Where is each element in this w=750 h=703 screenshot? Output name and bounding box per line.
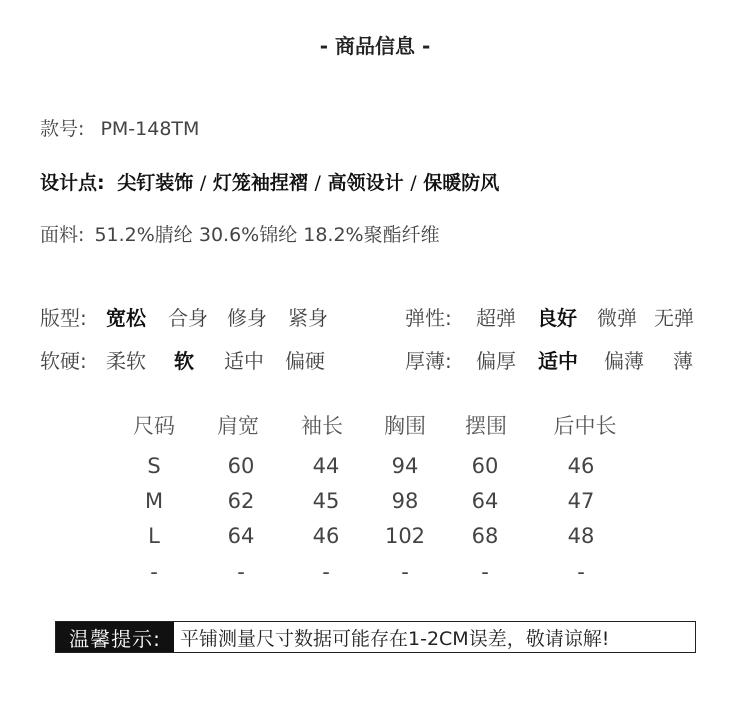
fit-label: 版型: bbox=[40, 306, 87, 330]
table-cell: 46 bbox=[567, 454, 595, 478]
table-cell: 60 bbox=[471, 454, 499, 478]
fabric-label: 面料: bbox=[40, 224, 85, 246]
table-cell: 64 bbox=[227, 524, 255, 548]
fit-option-regular: 合身 bbox=[168, 306, 208, 330]
table-header: 后中长 bbox=[553, 414, 617, 438]
softness-label: 软硬: bbox=[40, 349, 87, 373]
design-points-row bbox=[40, 168, 499, 195]
thickness-label: 厚薄: bbox=[405, 349, 452, 373]
fit-option-loose: 宽松 bbox=[106, 306, 146, 330]
design-point: 保暖防风 bbox=[423, 172, 500, 194]
design-point: 尖钉装饰 bbox=[117, 172, 194, 194]
elasticity-label: 弹性: bbox=[405, 306, 452, 330]
style-number-row bbox=[40, 114, 199, 141]
table-cell: 44 bbox=[312, 454, 340, 478]
table-cell: - bbox=[237, 560, 245, 584]
notice-label: 温馨提示: bbox=[56, 622, 174, 652]
page-title: - 商品信息 - bbox=[319, 34, 431, 58]
separator: / bbox=[199, 172, 207, 194]
table-cell: S bbox=[147, 454, 161, 478]
fabric-value: 51.2%腈纶 30.6%锦纶 18.2%聚酯纤维 bbox=[94, 224, 440, 246]
table-cell: 68 bbox=[471, 524, 499, 548]
elasticity-option-slight: 微弹 bbox=[597, 306, 637, 330]
notice-text: 平铺测量尺寸数据可能存在1-2CM误差，敬请谅解! bbox=[180, 627, 610, 650]
table-cell: 48 bbox=[567, 524, 595, 548]
elasticity-option-super: 超弹 bbox=[476, 306, 516, 330]
softness-option-very-soft: 柔软 bbox=[106, 349, 146, 373]
thickness-option-thin: 薄 bbox=[673, 349, 693, 373]
table-cell: 94 bbox=[391, 454, 419, 478]
elasticity-option-none: 无弹 bbox=[654, 306, 694, 330]
thickness-option-thick: 偏厚 bbox=[476, 349, 516, 373]
separator: / bbox=[314, 172, 321, 194]
design-points-label: 设计点: bbox=[40, 172, 105, 194]
table-cell: 62 bbox=[227, 489, 255, 513]
design-point: 灯笼袖捏褶 bbox=[212, 172, 308, 194]
fabric-row bbox=[40, 220, 440, 247]
style-number-value: PM-148TM bbox=[100, 118, 200, 140]
table-cell: - bbox=[401, 560, 409, 584]
thickness-option-thin-ish: 偏薄 bbox=[604, 349, 644, 373]
table-cell: 45 bbox=[312, 489, 340, 513]
elasticity-option-good: 良好 bbox=[537, 306, 577, 330]
style-number-label: 款号: bbox=[40, 118, 85, 140]
softness-option-medium: 适中 bbox=[224, 349, 264, 373]
table-cell: 98 bbox=[391, 489, 419, 513]
design-point: 高领设计 bbox=[327, 172, 404, 194]
thickness-option-medium: 适中 bbox=[538, 349, 578, 373]
table-header: 尺码 bbox=[133, 414, 175, 438]
softness-option-hard: 偏硬 bbox=[285, 349, 325, 373]
table-cell: - bbox=[150, 560, 158, 584]
separator: / bbox=[410, 172, 417, 194]
fit-option-slim: 修身 bbox=[227, 306, 267, 330]
table-cell: - bbox=[481, 560, 489, 584]
table-cell: 46 bbox=[312, 524, 340, 548]
table-cell: L bbox=[148, 524, 160, 548]
table-header: 摆围 bbox=[465, 414, 507, 438]
softness-option-soft: 软 bbox=[174, 349, 194, 373]
table-cell: - bbox=[577, 560, 585, 584]
table-cell: M bbox=[144, 489, 164, 513]
table-cell: 64 bbox=[471, 489, 499, 513]
fit-option-tight: 紧身 bbox=[288, 306, 328, 330]
table-cell: - bbox=[322, 560, 330, 584]
table-cell: 60 bbox=[227, 454, 255, 478]
table-cell: 102 bbox=[384, 524, 426, 548]
table-header: 袖长 bbox=[301, 414, 343, 438]
table-header: 肩宽 bbox=[217, 414, 259, 438]
table-header: 胸围 bbox=[384, 414, 426, 438]
table-cell: 47 bbox=[567, 489, 595, 513]
notice-bar bbox=[55, 621, 696, 653]
